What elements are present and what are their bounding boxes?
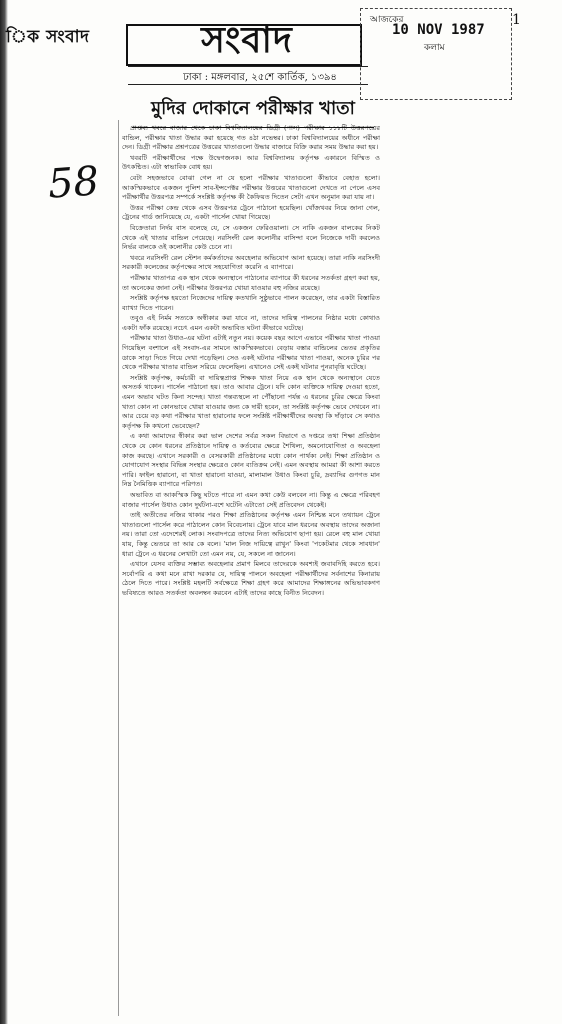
article-paragraph: সংশ্লিষ্ট কর্তৃপক্ষ, কর্মচারী বা দায়িত্বপ্রাপ্ত শিক্ষক খাতা নিয়ে এক স্থান থেকে অন্যস্থানে যেতে অসতর্ক থাকেন। পার্সেল পাঠানো হয়। তাও আবার ট্রেনে। যদি কোন ব্যক্তিকে দায়িত্ব দেওয়া হতো, এমন অভাব ঘটত কিনা সন্দেহ। খাতা গন্তব্যস্থলে না পৌঁছানো পর্যন্ত এ ধরনের চুরির ক্ষেত্রে কিংবা খাতা কোন না কোনভাবে খোয়া যাওয়ার জন্য কে দায়ী হবেন, তা সংশ্লিষ্ট কর্তৃপক্ষ ভেবে দেখবেন না। আর চেয়ে বড় কথা পরীক্ষার খাতা হারানোর ফলে সংশ্লিষ্ট পরীক্ষার্থীদের অবস্থা কি দাঁড়াবে সে কথাও কর্তৃপক্ষ কি কখনো ভেবেছেন?: [122, 373, 380, 430]
article-paragraph: বিক্রেতারা নির্দয় বাস বলেছে যে, সে একজন ফেরিওয়ালা। সে নাকি একজন বালকের নিকট থেকে এই খাতার বান্ডিল পেয়েছে। নরসিংদী রেল কলোনীর বাসিন্দা বলে নিজেকে দাবী করলেও নির্ভর বালকে ওই কলোনীর কেউ চেনে না।: [122, 223, 380, 252]
column-edge: [118, 120, 119, 1016]
article-paragraph: প্রাপ্তব্য খবরে বাজার থেকে ঢাকা বিশ্ববিদ্যালয়ের ডিগ্রী (পাস) পরীক্ষার ১১৮টি উত্তরপত্রের বান্ডিল, পরীক্ষার খাতা উদ্ধার করা হয়েছে গত ৪ঠা নভেম্বর। ঢাকা বিশ্ববিদ্যালয়ের অধীনে পরীক্ষা দেন। ডিগ্রী পরীক্ষার প্রশ্নপত্রের উত্তরের খাতাগুলো উদ্ধার বাজারে বিক্রি করার সময় উদ্ধার করা হয়।: [122, 124, 380, 152]
article-paragraph: এখানে যেসব ব্যক্তির সম্ভাব্য অবহেলার প্রমাণ মিলবে তাদেরকে অবশ্যই জবাবদিহি করতে হবে। সর্বোপরি এ কথা মনে রাখা দরকার যে, দায়িত্ব পালনে অবহেলা পরীক্ষার্থীদের সর্বনাশের কিনারায় ঠেলে দিতে পারে। সংশ্লিষ্ট মহলটি সর্বক্ষেত্রে শিক্ষা গ্রহণ করে আমাদের শিক্ষাঙ্গনের অভিভাবকগণ ভবিষ্যতে আরও সতর্কতা অবলম্বন করবেন এটাই তাদের কাছে বিনীত নিবেদন।: [122, 560, 380, 597]
stamp-date: 10 NOV 1987: [392, 22, 485, 38]
stamp-note-bottom: কলাম: [424, 43, 445, 53]
article-paragraph: সংশ্লিষ্ট কর্তৃপক্ষ হয়তো নিজেদের দায়িত্ব কতখানি সুষ্ঠুভাবে পালন করেছেন, তার একটা বিস্তারিত ব্যাখ্যা দিতে পারেন।: [122, 294, 380, 312]
article-headline: মুদির দোকানে পরীক্ষার খাতা: [132, 94, 374, 128]
article-paragraph: অভাবিত বা আকস্মিক কিছু ঘটতে পারে না এমন কথা কেউ বলবেন না। কিন্তু এ ক্ষেত্রে পরিবহণ বাজার পার্সেল উধাও কোন দুর্ঘটনা-বশে ঘটেনি এটাতো সেই প্রতিবেদন থেকেই।: [122, 490, 380, 509]
article-paragraph: খবরে নরসিংদী রেল স্টেশন কর্মকর্তাদের অবহেলার অভিযোগ আনা হয়েছে। তারা নাকি নরসিংদী সরকারী কলেজের কর্তৃপক্ষের সাথে সহযোগিতা করেনি এ ব্যাপারে।: [122, 253, 380, 272]
article-paragraph: পরীক্ষার খাতা উধাও-এর ঘটনা এটাই নতুন নয়। কয়েক বছর আগে এভাবে পরীক্ষার খাতা পাওয়া গিয়েছিল বংশালে এই সংবাদ-এর সামনে আকস্মিকভাবে। বেড়ায় বস্তার বান্ডিলের ভেতর প্রকৃতির ডাকে সাড়া দিতে গিয়ে দেখা পড়েছিল। সেও একই ঘটনার পরীক্ষার খাতা পাওয়া, অনেক চুরির পর থেকে পরীক্ষার খাতার বান্ডিল সরিয়ে ফেলেছিল। এখানেও সেই একই ঘটনার পুনরাবৃত্তি ঘটেছে।: [122, 334, 380, 372]
handwritten-number: 58: [46, 158, 101, 208]
publication-date-line: ঢাকা : মঙ্গলবার, ২৫শে কার্তিক, ১৩৯৪: [183, 72, 337, 83]
masthead-title: সংবাদ: [201, 19, 293, 61]
page-number: 1: [512, 12, 521, 28]
masthead-rule-bottom: [128, 84, 368, 85]
masthead-fragment: িক সংবাদ: [6, 27, 90, 47]
article-paragraph: খবরটি পরীক্ষার্থীদের পক্ষে উদ্বেগজনক। আর বিশ্ববিদ্যালয় কর্তৃপক্ষ একারনে বিস্মিত ও উৎকণ্ঠিত। এটা স্বাভাবিক বোধ হয়।: [122, 153, 380, 172]
masthead-rule-top: [128, 66, 368, 67]
article-paragraph: বেটা সহজভাবে বোঝা গেল না যে হলো পরীক্ষার খাতাগুলো কীভাবে বেহাত হলো। আকস্মিকভাবে একজন পুলিশ সাব-ইন্সপেক্টর পরীক্ষার উত্তরের খাতাগুলো দেখতে না পেলে এসব পরীক্ষার্থীর উত্তরপত্র সম্পর্কে সংশ্লিষ্ট কর্তৃপক্ষ কী কৈফিয়ত দিতেন সেটা এখন অনুমান করা যায় না।: [122, 173, 380, 202]
stamp-note-top: আজকের: [370, 15, 404, 25]
article-paragraph: উত্তর পরীক্ষা কেন্দ্র থেকে এসব উত্তরপত্র ট্রেনে পাঠানো হয়েছিল। খোঁজখবর নিয়ে জানা গেল, ট্রেনের গার্ড জানিয়েছে যে, একটা পার্সেল খোয়া গিয়েছে।: [122, 203, 380, 222]
article-body: [122, 124, 380, 1016]
article-paragraph: পরীক্ষার খাতাপত্র এক স্থান থেকে অন্যস্থানে পাঠানোর ব্যাপারে কী ধরনের সতর্কতা গ্রহণ করা হয়, তা অনেকের জানা নেই। পরীক্ষার উত্তরপত্র খোয়া যাওয়ার বহু নজির রয়েছে।: [122, 273, 380, 292]
article-paragraph: তাই অতীতের নজির থাকার পরও শিক্ষা প্রতিষ্ঠানের কর্তৃপক্ষ এমন নিশ্চিন্ত মনে তথ্যায়ন ট্রেনে খাতাগুলো পার্সেল করে পাঠালেন কোন বিবেচনায়। ট্রেনে যাবে মাল ধরনের অবস্থায় তাদের অজানা নয়। তারা তো এদেশেরই লোক। সংবাদপত্রে তাদের নিত্য অভিযোগ ছাপা হয়। রেলে বহু মাল খোয়া যায়, কিন্তু ভেতরে তা আর কে বলে। 'মাল নিজ দায়িত্বে রাখুন' কিংবা 'পকেটমার থেকে সাবধান' ধারা ট্রেনে এ ধরনের লেখাটা তো এমন নয়, যে, সকলে না জানেন।: [122, 511, 380, 558]
article-paragraph: তবুও এই নির্মম সত্যকে অস্বীকার করা যাবে না, তাদের দায়িত্ব পালনের নিষ্ঠার মধ্যে কোথাও একটা ফাঁক রয়েছে। নচেৎ এমন একটা অভাবিত ঘটনা কীভাবে ঘটেছে।: [122, 314, 380, 332]
article-paragraph: এ কথা আমাদের স্বীকার করা ভাল দেশের সর্বত্র সকল বিভাগে ও দপ্তরে তথা শিক্ষা প্রতিষ্ঠান থেকে যে কোন ধরনের প্রতিষ্ঠানে দায়িত্ব ও কর্তব্যের ক্ষেত্রে শৈথিল্য, অমনোযোগিতা ও অবহেলা কাজ করছে। এখানে সরকারী ও বেসরকারী প্রতিষ্ঠানের মধ্যে কোন পার্থক্য নেই। শিক্ষা প্রতিষ্ঠান ও যোগাযোগ সংস্থার বিভিন্ন সংস্থার ক্ষেত্রেও কোন ব্যতিক্রম নেই। এমন অবস্থায় আমরা কী আশা করতে পারি। ফাইল হারানো, বা খাতা হারানো যাওয়া, মালামাল উধাও কিংবা চুরি, দ্রব্যাদির গুণগত মান নিম্ন নৈমিত্তিক ব্যাপারে পরিণত।: [122, 432, 380, 489]
scan-edge: [0, 0, 8, 1024]
